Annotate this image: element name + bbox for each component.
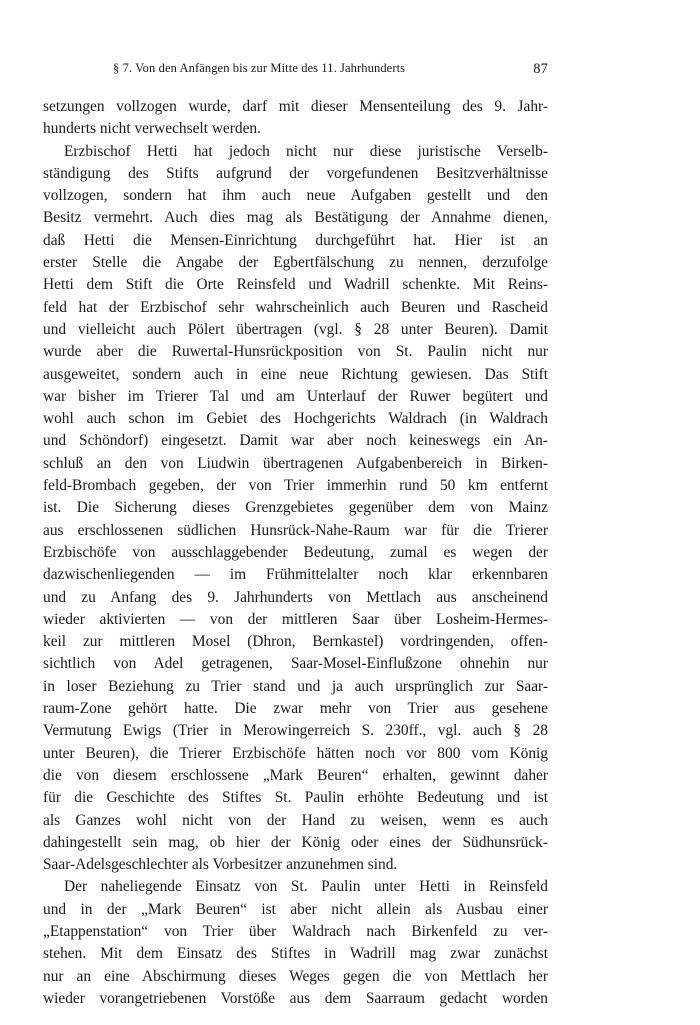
text-line: und in der „Mark Beuren“ ist aber nicht allein als Ausbau einer [43, 900, 548, 918]
text-line: Hetti dem Stift die Orte Reinsfeld und Wadrill schenkte. Mit Reins- [43, 276, 548, 294]
running-head-title: § 7. Von den Anfängen bis zur Mitte des 11. Jahrhunderts [113, 61, 406, 75]
text-line: wieder vorangetriebenen Vorstöße aus dem Saarraum gedacht worden [43, 989, 548, 1007]
text-line: sichtlich von Adel getragenen, Saar-Mosel-Einflußzone ohnehin nur [43, 655, 548, 673]
text-line: Besitz vermehrt. Auch dies mag als Bestätigung der Annahme dienen, [43, 209, 548, 227]
text-line: feld-Brombach gegeben, der von Trier immerhin rund 50 km entfernt [43, 477, 548, 495]
text-line: „Etappenstation“ von Trier über Waldrach nach Birkenfeld zu ver- [43, 922, 548, 940]
text-line: als Ganzes wohl nicht von der Hand zu weisen, wenn es auch [43, 811, 548, 829]
text-line: Erzbischof Hetti hat jedoch nicht nur diese juristische Verselb- [64, 142, 548, 160]
text-line: in loser Beziehung zu Trier stand und ja auch ursprünglich zur Saar- [43, 677, 548, 695]
text-line: vollzogen, sondern hat ihm auch neue Aufgaben gestellt und den [43, 187, 548, 205]
text-line: dazwischenliegenden — im Frühmittelalter noch klar erkennbaren [43, 566, 548, 584]
text-line: und vielleicht auch Pölert übertragen (vgl. § 28 unter Beuren). Damit [43, 320, 548, 338]
text-line: daß Hetti die Mensen-Einrichtung durchgeführt hat. Hier ist an [43, 231, 548, 249]
page-number: 87 [533, 61, 548, 77]
text-line: erster Stelle die Angabe der Egbertfälschung zu nennen, derzufolge [43, 254, 548, 272]
body-text [43, 96, 548, 1010]
text-line: schluß an den von Liudwin übertragenen Aufgabenbereich in Birken- [43, 454, 548, 472]
text-line: hunderts nicht verwechselt werden. [43, 120, 261, 138]
running-head [113, 61, 548, 81]
text-line: raum-Zone gehört hatte. Die zwar mehr von Trier aus gesehene [43, 700, 548, 718]
text-line: Der naheliegende Einsatz von St. Paulin unter Hetti in Reinsfeld [64, 878, 548, 896]
text-line: und Schöndorf) eingesetzt. Damit war aber noch keineswegs ein An- [43, 432, 548, 450]
text-line: stehen. Mit dem Einsatz des Stiftes in Wadrill mag zwar zunächst [43, 945, 548, 963]
text-line: wieder aktivierten — von der mittleren Saar über Losheim-Hermes- [43, 610, 548, 628]
text-line: wurde aber die Ruwertal-Hunsrückposition von St. Paulin nicht nur [43, 343, 548, 361]
text-line: ständigung des Stifts aufgrund der vorgefundenen Besitzverhältnisse [43, 164, 548, 182]
text-line: nur an eine Abschirmung dieses Weges gegen die von Mettlach her [43, 967, 548, 985]
text-line: ausgeweitet, sondern auch in eine neue Richtung gewiesen. Das Stift [43, 365, 548, 383]
text-line: war bisher im Trierer Tal und am Unterlauf der Ruwer begütert und [43, 387, 548, 405]
text-line: die von diesem erschlossene „Mark Beuren“ erhalten, gewinnt daher [43, 766, 548, 784]
text-line: ist. Die Sicherung dieses Grenzgebietes gegenüber dem von Mainz [43, 499, 548, 517]
text-line: Erzbischöfe von ausschlaggebender Bedeutung, zumal es wegen der [43, 543, 548, 561]
text-line: feld hat der Erzbischof sehr wahrscheinlich auch Beuren und Rascheid [43, 298, 548, 316]
text-line: aus erschlossenen südlichen Hunsrück-Nahe-Raum war für die Trierer [43, 521, 548, 539]
text-line: Saar-Adelsgeschlechter als Vorbesitzer anzunehmen sind. [43, 856, 398, 874]
text-line: keil zur mittleren Mosel (Dhron, Bernkastel) vordringenden, offen- [43, 633, 548, 651]
text-line: unter Beuren), die Trierer Erzbischöfe hätten noch vor 800 vom König [43, 744, 548, 762]
text-line: setzungen vollzogen wurde, darf mit dieser Mensenteilung des 9. Jahr- [43, 98, 548, 115]
text-line: dahingestellt sein mag, ob hier der König oder eines der Südhunsrück- [43, 833, 548, 851]
text-line: wohl auch schon im Gebiet des Hochgerichts Waldrach (in Waldrach [43, 410, 548, 428]
text-line: Vermutung Ewigs (Trier in Merowingerreich S. 230ff., vgl. auch § 28 [43, 722, 548, 740]
text-line: für die Geschichte des Stiftes St. Paulin erhöhte Bedeutung und ist [43, 789, 548, 807]
text-line: und zu Anfang des 9. Jahrhunderts von Mettlach aus anscheinend [43, 588, 548, 606]
